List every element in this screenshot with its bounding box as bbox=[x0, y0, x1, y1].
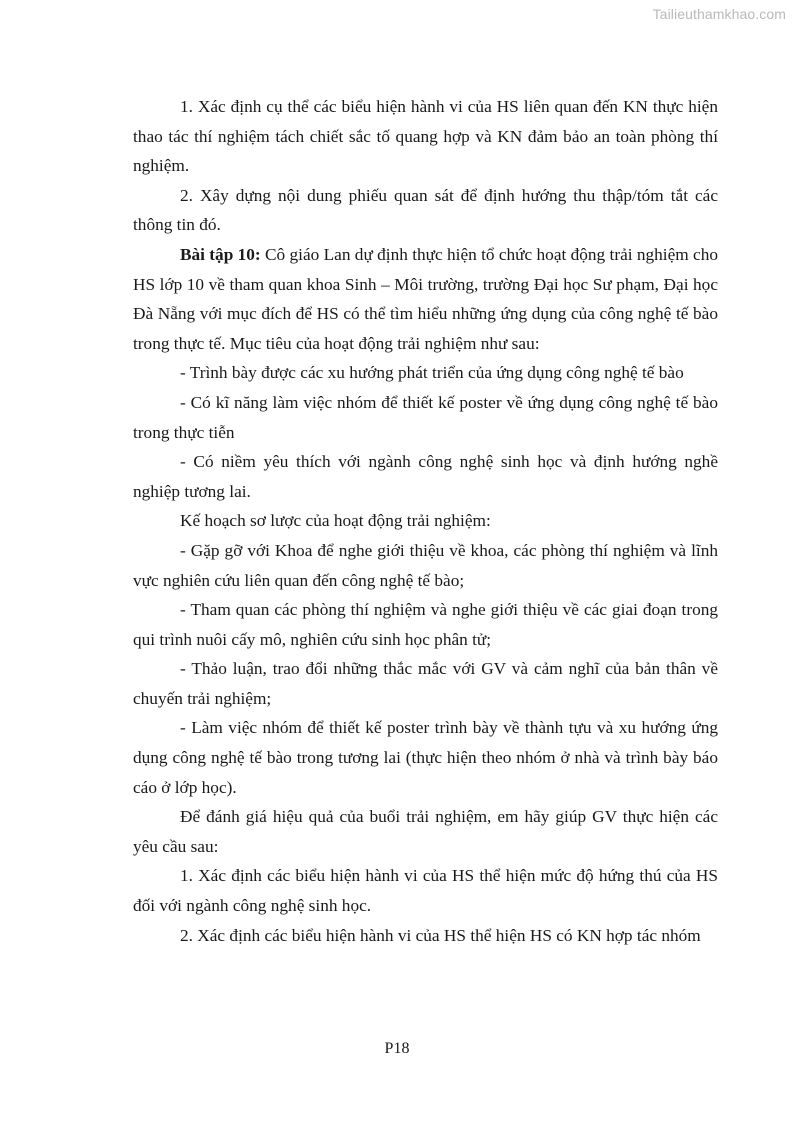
request-item: 2. Xác định các biểu hiện hành vi của HS thể hiện HS có KN hợp tác nhóm bbox=[180, 925, 701, 945]
objective-item: - Có kĩ năng làm việc nhóm để thiết kế poster về ứng dụng công nghệ tế bào trong thực tiễn bbox=[133, 392, 718, 442]
document-body bbox=[133, 92, 718, 950]
paragraph-requirement-1: 1. Xác định cụ thể các biểu hiện hành vi của HS liên quan đến KN thực hiện thao tác thí nghiệm tách chiết sắc tố quang hợp và KN đảm bảo an toàn phòng thí nghiệm. bbox=[133, 97, 718, 176]
page-number: P18 bbox=[384, 1040, 410, 1057]
paragraph-requirement-2: 2. Xây dựng nội dung phiếu quan sát để định hướng thu thập/tóm tắt các thông tin đó. bbox=[133, 185, 718, 235]
plan-intro: Kế hoạch sơ lược của hoạt động trải nghiệm: bbox=[180, 511, 491, 531]
plan-item: - Làm việc nhóm để thiết kế poster trình bày về thành tựu và xu hướng ứng dụng công nghệ tế bào trong tương lai (thực hiện theo nhóm ở nhà và trình bày báo cáo ở lớp học). bbox=[133, 718, 718, 797]
exercise-text: Cô giáo Lan dự định thực hiện tổ chức hoạt động trải nghiệm cho HS lớp 10 về tham quan khoa Sinh – Môi trường, trường Đại học Sư phạm, Đại học Đà Nẵng với mục đích để HS có thể tìm hiểu những ứng dụng của công nghệ tế bào trong thực tế. Mục tiêu của hoạt động trải nghiệm như sau: bbox=[133, 244, 719, 353]
exercise-10-paragraph bbox=[133, 240, 718, 358]
objective-item: - Có niềm yêu thích với ngành công nghệ sinh học và định hướng nghề nghiệp tương lai. bbox=[133, 452, 718, 501]
exercise-label: Bài tập 10: bbox=[180, 244, 261, 264]
request-item: 1. Xác định các biểu hiện hành vi của HS thể hiện mức độ hứng thú của HS đối với ngành công nghệ sinh học. bbox=[133, 866, 718, 916]
plan-item: - Thảo luận, trao đổi những thắc mắc với GV và cảm nghĩ của bản thân về chuyến trải nghiệm; bbox=[133, 659, 718, 708]
plan-item: - Tham quan các phòng thí nghiệm và nghe giới thiệu về các giai đoạn trong qui trình nuôi cấy mô, nghiên cứu sinh học phân tử; bbox=[133, 600, 718, 649]
request-intro: Để đánh giá hiệu quả của buổi trải nghiệm, em hãy giúp GV thực hiện các yêu cầu sau: bbox=[133, 807, 718, 856]
plan-item: - Gặp gỡ với Khoa để nghe giới thiệu về khoa, các phòng thí nghiệm và lĩnh vực nghiên cứu liên quan đến công nghệ tế bào; bbox=[133, 540, 718, 590]
objective-item: - Trình bày được các xu hướng phát triển của ứng dụng công nghệ tế bào bbox=[180, 363, 684, 383]
watermark: Tailieuthamkhao.com bbox=[652, 6, 786, 22]
